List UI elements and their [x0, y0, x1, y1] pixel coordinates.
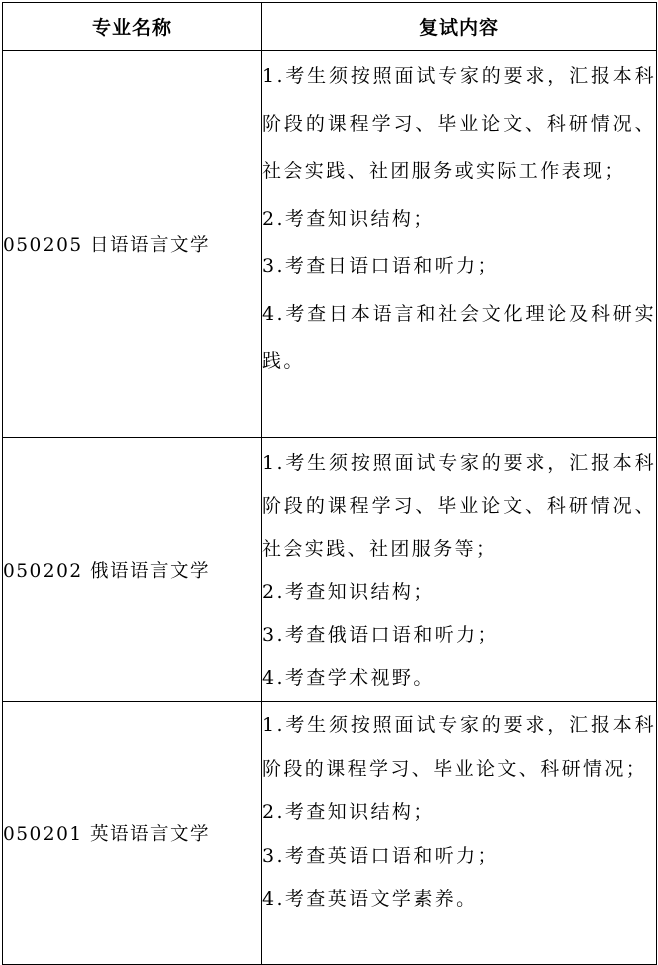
content-item: 2.考查知识结构； — [262, 207, 435, 230]
header-retest-content: 复试内容 — [262, 3, 657, 51]
retest-content-cell — [262, 702, 657, 965]
content-item: 4.考查日本语言和社会文化理论及科研实践。 — [262, 302, 656, 372]
major-name-cell: 050202 俄语语言文学 — [3, 438, 262, 702]
table-row — [3, 51, 657, 438]
major-name-cell: 050205 日语语言文学 — [3, 51, 262, 438]
content-item: 4.考查英语文学素养。 — [262, 888, 478, 910]
header-major-name: 专业名称 — [3, 3, 262, 51]
content-item: 2.考查知识结构； — [262, 581, 435, 603]
content-item: 1.考生须按照面试专家的要求，汇报本科阶段的课程学习、毕业论文、科研情况、社会实践、社团服务等； — [262, 452, 656, 560]
content-item: 4.考查学术视野。 — [262, 667, 435, 689]
content-item: 2.考查知识结构； — [262, 801, 435, 823]
content-item: 3.考查日语口语和听力； — [262, 255, 499, 277]
retest-content-cell — [262, 51, 657, 438]
retest-requirements-table — [2, 2, 657, 965]
table-row — [3, 702, 657, 965]
content-item: 3.考查俄语口语和听力； — [262, 624, 499, 646]
content-item: 1.考生须按照面试专家的要求，汇报本科阶段的课程学习、毕业论文、科研情况； — [262, 714, 656, 780]
table-header-row — [3, 3, 657, 51]
content-item: 3.考查英语口语和听力； — [262, 844, 499, 867]
major-name-cell: 050201 英语语言文学 — [3, 702, 262, 965]
retest-content-cell — [262, 438, 657, 702]
table-row — [3, 438, 657, 702]
content-item: 1.考生须按照面试专家的要求，汇报本科阶段的课程学习、毕业论文、科研情况、社会实践、社团服务或实际工作表现； — [262, 65, 656, 182]
